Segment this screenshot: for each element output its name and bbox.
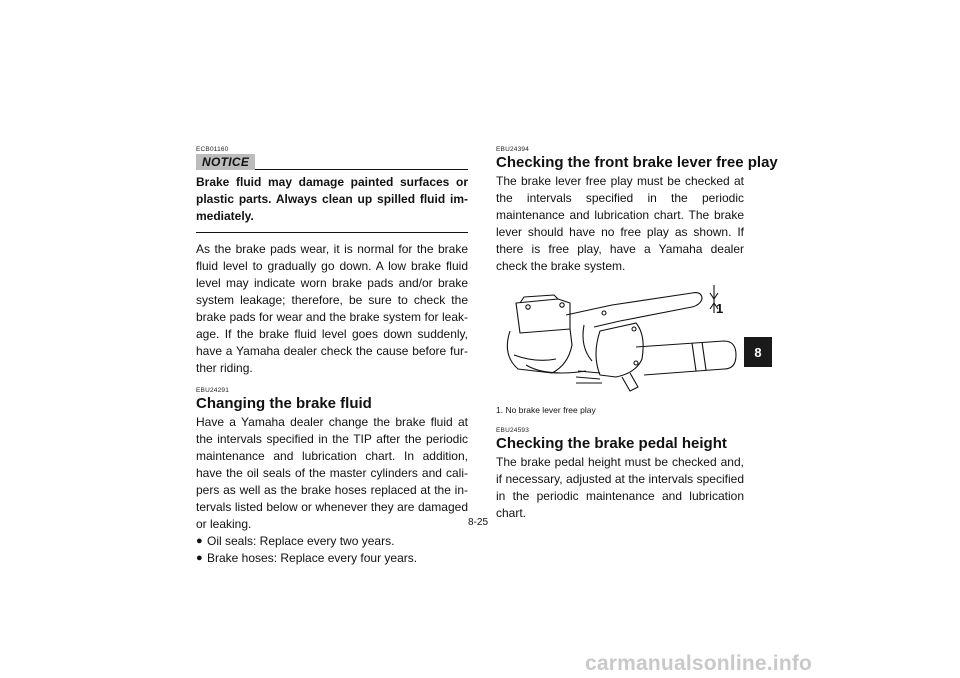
callout-label: 1 xyxy=(716,301,724,316)
figure-caption: 1. No brake lever free play xyxy=(496,405,596,415)
section-code: EBU24593 xyxy=(496,427,530,434)
bullet-icon: ● xyxy=(196,535,203,547)
notice-badge: NOTICE xyxy=(196,154,255,170)
lever-free-play-paragraph: The brake lever free play must be checked at the intervals specified in the periodic maintenance and lubrication chart. The brake lever should have no free play as shown. If there is free play, have a Yamaha dealer check the brake system. xyxy=(496,174,744,273)
notice-header xyxy=(196,154,468,170)
notice-rule xyxy=(255,169,468,170)
bullet-icon: ● xyxy=(196,552,203,564)
section-code: EBU24394 xyxy=(496,146,530,153)
section-title-changing-brake-fluid: Changing the brake fluid xyxy=(196,395,372,412)
list-item-text: Brake hoses: Replace every four years. xyxy=(207,551,418,565)
pedal-height-paragraph: The brake pedal height must be checked and, if necessary, adjusted at the intervals specified in the periodic maintenance and lubrication chart. xyxy=(496,455,744,520)
list-item xyxy=(196,550,468,567)
watermark: carmanualsonline.info xyxy=(585,652,813,675)
replacement-list xyxy=(196,533,468,567)
right-column xyxy=(496,146,778,522)
changing-brake-fluid-paragraph: Have a Yamaha dealer change the brake fluid at the intervals specified in the TIP after the periodic maintenance and lubrication chart. In addition, have the oil seals of the master cylinders and cali-pers as well as the brake hoses replaced at the in-tervals listed below or whenever they are damaged or leaking. xyxy=(196,415,468,531)
brake-lever-illustration xyxy=(496,285,744,401)
section-title-brake-pedal-height: Checking the brake pedal height xyxy=(496,435,727,452)
page-number: 8-25 xyxy=(468,517,489,528)
list-item-text: Oil seals: Replace every two years. xyxy=(207,534,395,548)
section-title-front-brake-lever: Checking the front brake lever free play xyxy=(496,154,778,171)
list-item xyxy=(196,533,468,550)
left-column xyxy=(196,146,468,567)
section-code: EBU24291 xyxy=(196,387,230,394)
brake-lever-drawing xyxy=(496,285,744,401)
chapter-tab: 8 xyxy=(744,337,772,367)
notice-text: Brake fluid may damage painted surfaces or plastic parts. Always clean up spilled fluid im-mediately. xyxy=(196,174,468,233)
notice-code: ECB01160 xyxy=(196,146,229,153)
brake-fluid-paragraph: As the brake pads wear, it is normal for the brake fluid level to gradually go down. A low brake fluid level may indicate worn brake pads and/or brake system leakage; therefore, be sure to check the brake pads for wear and the brake system for leak-age. If the brake fluid level goes down suddenly, have a Yamaha dealer check the cause before fur-ther riding. xyxy=(196,242,468,375)
